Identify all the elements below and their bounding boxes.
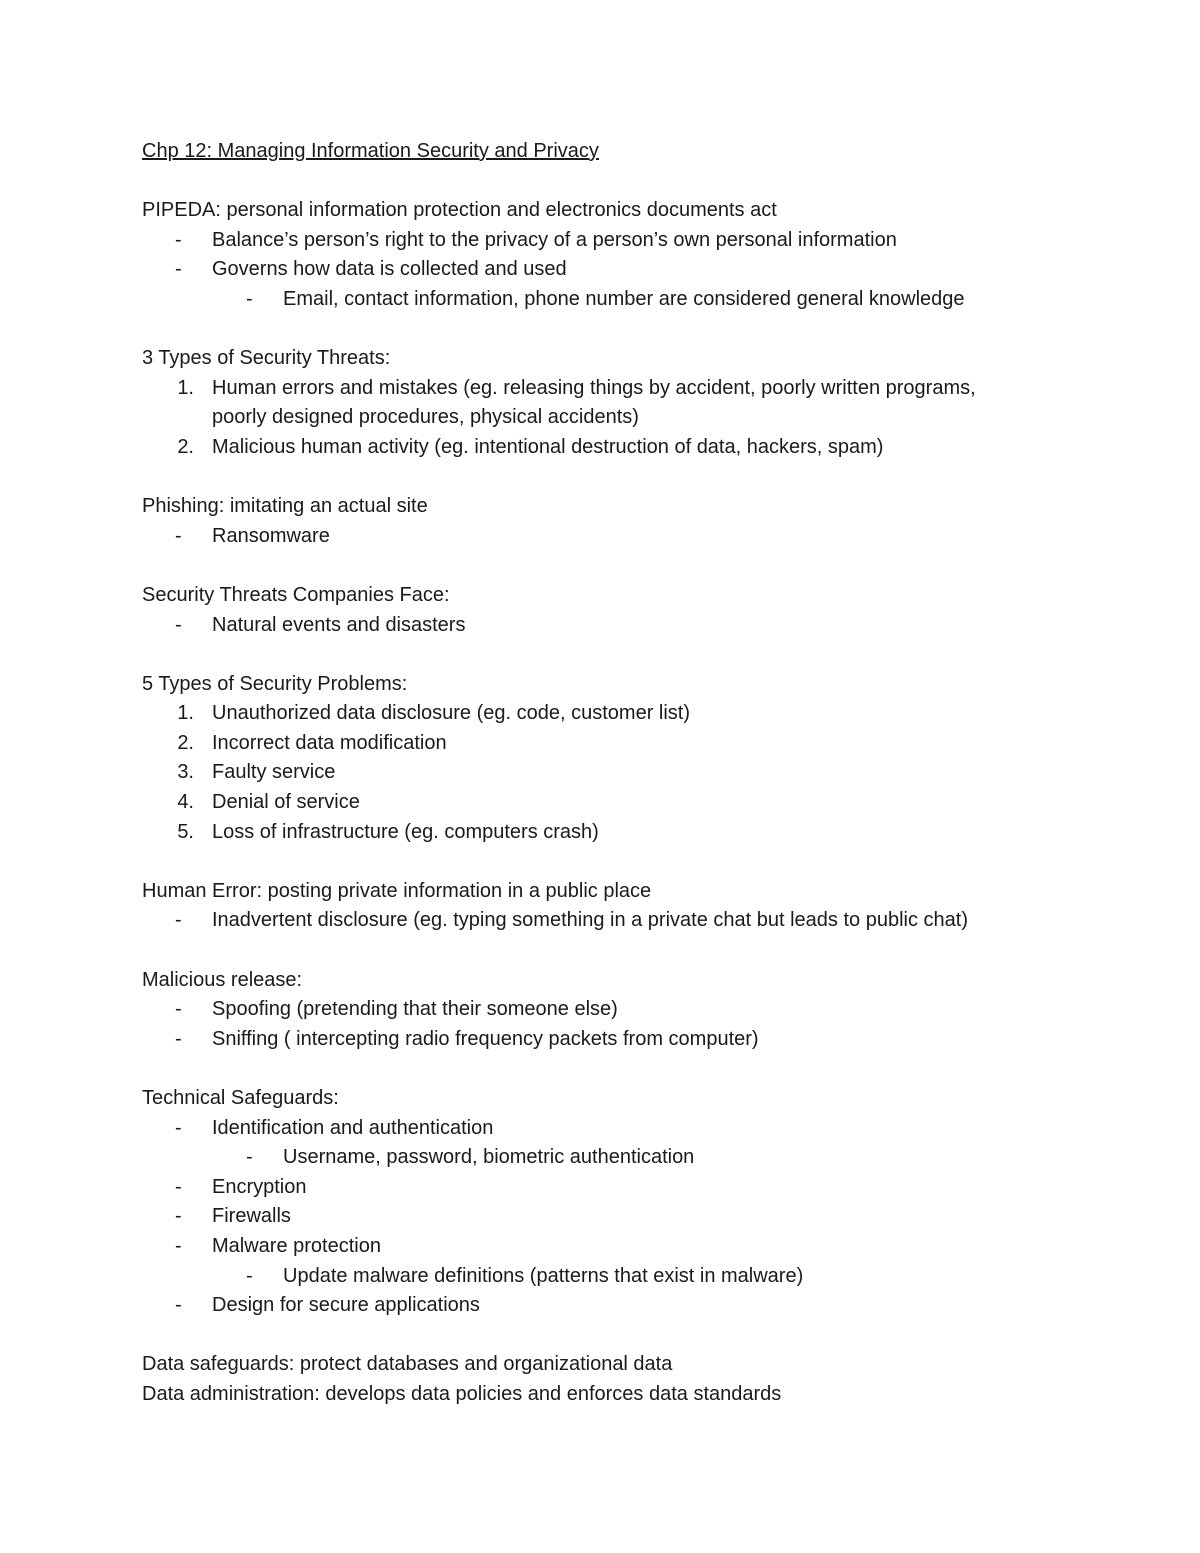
note-section [142, 196, 1142, 314]
numbered-list-item [142, 788, 1142, 818]
note-section [142, 1380, 1142, 1410]
dash-bullet-marker: - [175, 1116, 182, 1139]
bullet-item [142, 1025, 1142, 1055]
blank-line [142, 640, 1142, 670]
list-item-text: Unauthorized data disclosure (eg. code, customer list) [212, 702, 691, 725]
note-section [142, 670, 1142, 848]
list-item-text: Spoofing (pretending that their someone else) [212, 998, 618, 1021]
list-number: 1. [177, 702, 194, 725]
dash-bullet-marker: - [175, 1294, 182, 1317]
note-section [142, 344, 1142, 462]
list-number: 2. [177, 731, 194, 754]
bullet-item [142, 1114, 1142, 1144]
section-heading: Data safeguards: protect databases and organizational data [142, 1353, 673, 1376]
notes-body [142, 196, 1142, 1409]
numbered-list-item [142, 403, 1142, 433]
section-heading: 5 Types of Security Problems: [142, 672, 408, 695]
blank-line [142, 463, 1142, 493]
note-section [142, 581, 1142, 640]
dash-bullet-marker: - [175, 1234, 182, 1257]
dash-bullet-marker: - [246, 1264, 253, 1287]
bullet-item [142, 1232, 1142, 1262]
note-section [142, 966, 1142, 1055]
list-number: 2. [177, 435, 194, 458]
list-number: 5. [177, 820, 194, 843]
dash-bullet-marker: - [246, 1146, 253, 1169]
bullet-item [142, 995, 1142, 1025]
bullet-item [142, 1291, 1142, 1321]
list-item-text: Inadvertent disclosure (eg. typing something in a private chat but leads to public chat) [212, 909, 968, 932]
list-number: 3. [177, 761, 194, 784]
list-item-text: Identification and authentication [212, 1116, 494, 1139]
dash-bullet-marker: - [175, 228, 182, 251]
list-item-text: Loss of infrastructure (eg. computers crash) [212, 820, 599, 843]
numbered-list-item [142, 818, 1142, 848]
sub-bullet-item [142, 1262, 1142, 1292]
section-heading: Human Error: posting private information in a public place [142, 879, 652, 902]
list-item-text: Email, contact information, phone number are considered general knowledge [283, 287, 965, 310]
bullet-item [142, 226, 1142, 256]
list-item-text: Design for secure applications [212, 1294, 480, 1317]
dash-bullet-marker: - [246, 287, 253, 310]
blank-line [142, 315, 1142, 345]
bullet-item [142, 255, 1142, 285]
list-item-text: Username, password, biometric authentication [283, 1146, 695, 1169]
list-item-text: Incorrect data modification [212, 731, 447, 754]
section-heading: Data administration: develops data policies and enforces data standards [142, 1382, 782, 1405]
document-page [142, 137, 1142, 1410]
list-item-text: Malware protection [212, 1234, 381, 1257]
page-title: Chp 12: Managing Information Security and Privacy [142, 140, 599, 162]
dash-bullet-marker: - [175, 1027, 182, 1050]
bullet-item [142, 611, 1142, 641]
note-section [142, 1084, 1142, 1321]
blank-line [142, 1321, 1142, 1351]
blank-line [142, 847, 1142, 877]
note-section [142, 1350, 1142, 1380]
sub-bullet-item [142, 285, 1142, 315]
dash-bullet-marker: - [175, 909, 182, 932]
blank-line [142, 936, 1142, 966]
numbered-list-item [142, 699, 1142, 729]
list-item-text: Firewalls [212, 1205, 291, 1228]
dash-bullet-marker: - [175, 524, 182, 547]
list-item-text: Human errors and mistakes (eg. releasing things by accident, poorly written programs, [212, 376, 976, 399]
bullet-item [142, 1202, 1142, 1232]
list-item-text: Malicious human activity (eg. intentional destruction of data, hackers, spam) [212, 435, 884, 458]
section-heading: Security Threats Companies Face: [142, 583, 450, 606]
list-item-text: Encryption [212, 1175, 307, 1198]
blank-line [142, 167, 1142, 197]
dash-bullet-marker: - [175, 1205, 182, 1228]
dash-bullet-marker: - [175, 998, 182, 1021]
sub-bullet-item [142, 1143, 1142, 1173]
list-item-text: Ransomware [212, 524, 330, 547]
list-item-text: poorly designed procedures, physical accidents) [212, 406, 639, 429]
list-number: 1. [177, 376, 194, 399]
note-section [142, 492, 1142, 551]
blank-line [142, 551, 1142, 581]
list-item-text: Governs how data is collected and used [212, 258, 567, 281]
blank-line [142, 1054, 1142, 1084]
bullet-item [142, 1173, 1142, 1203]
list-item-text: Faulty service [212, 761, 336, 784]
section-heading: Malicious release: [142, 968, 303, 991]
list-item-text: Update malware definitions (patterns that exist in malware) [283, 1264, 804, 1287]
numbered-list-item [142, 729, 1142, 759]
bullet-item [142, 906, 1142, 936]
note-section [142, 877, 1142, 936]
list-item-text: Balance’s person’s right to the privacy of a person’s own personal information [212, 228, 897, 251]
dash-bullet-marker: - [175, 1175, 182, 1198]
list-item-text: Denial of service [212, 791, 360, 814]
section-heading: Phishing: imitating an actual site [142, 495, 428, 518]
section-heading: Technical Safeguards: [142, 1087, 339, 1109]
section-heading: 3 Types of Security Threats: [142, 347, 391, 370]
list-number: 4. [177, 791, 194, 814]
dash-bullet-marker: - [175, 613, 182, 636]
numbered-list-item [142, 758, 1142, 788]
numbered-list-item [142, 374, 1142, 404]
section-heading: PIPEDA: personal information protection and electronics documents act [142, 199, 777, 222]
numbered-list-item [142, 433, 1142, 463]
dash-bullet-marker: - [175, 258, 182, 281]
list-item-text: Natural events and disasters [212, 613, 466, 636]
list-item-text: Sniffing ( intercepting radio frequency packets from computer) [212, 1027, 759, 1050]
bullet-item [142, 522, 1142, 552]
